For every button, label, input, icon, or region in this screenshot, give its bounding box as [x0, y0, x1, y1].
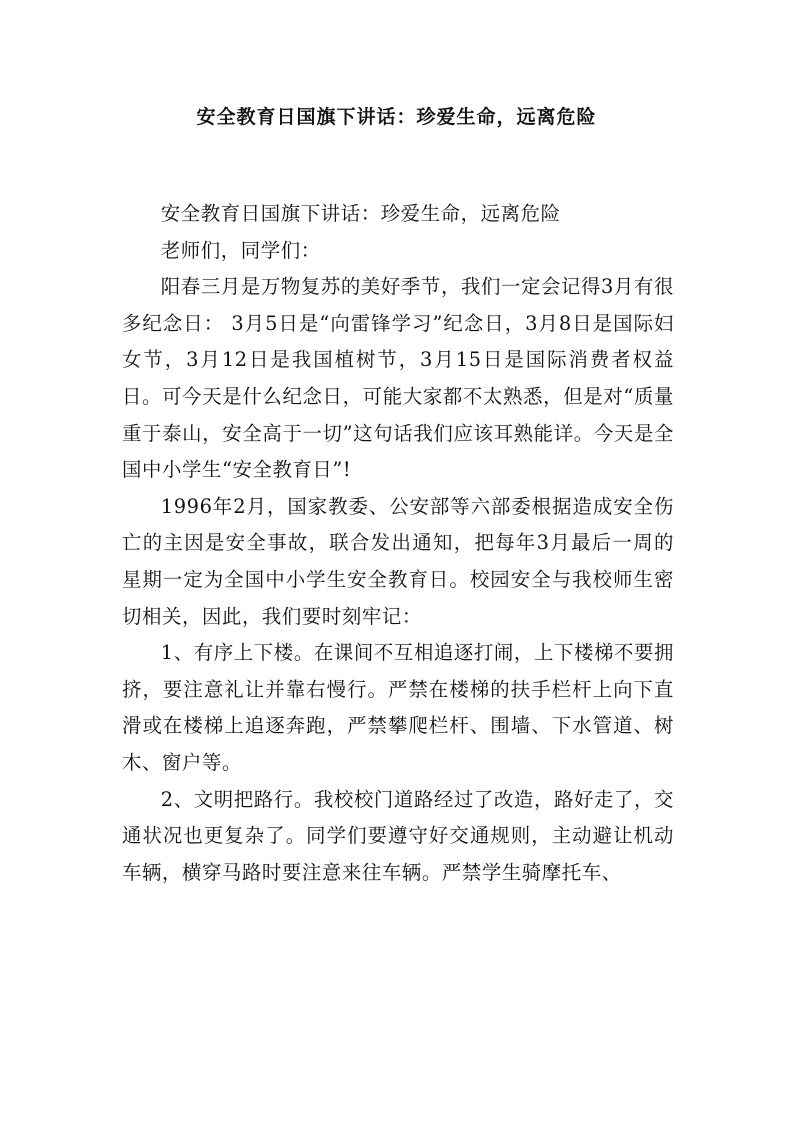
faint-watermark [122, 1003, 362, 1023]
paragraph-intro: 阳春三月是万物复苏的美好季节，我们一定会记得3月有很多纪念日： 3月5日是“向雷锋学习”纪念日，3月8日是国际妇女节，3月12日是我国植树节，3月15日是国际消费者权益日。可今天是什么纪念日，可能大家都不太熟悉，但是对“质量重于泰山，安全高于一切”这句话我们应该耳熟能详。今天是全国中小学生“安全教育日”! [122, 275, 674, 482]
paragraph-history: 1996年2月，国家教委、公安部等六部委根据造成安全伤亡的主因是安全事故，联合发出通知，把每年3月最后一周的星期一定为全国中小学生安全教育日。校园安全与我校师生密切相关，因此，我们要时刻牢记： [122, 494, 674, 628]
paragraph-rule-2: 2、文明把路行。我校校门道路经过了改造，路好走了，交通状况也更复杂了。同学们要遵守好交通规则，主动避让机动车辆，横穿马路时要注意来往车辆。严禁学生骑摩托车、 [122, 787, 674, 884]
paragraph-rule-1: 1、有序上下楼。在课间不互相追逐打闹，上下楼梯不要拥挤，要注意礼让并靠右慢行。严禁在楼梯的扶手栏杆上向下直滑或在楼梯上追逐奔跑，严禁攀爬栏杆、围墙、下水管道、树木、窗户等。 [122, 641, 674, 774]
paragraph-greeting: 老师们，同学们： [160, 238, 321, 262]
document-body [122, 196, 674, 891]
paragraph-subtitle: 安全教育日国旗下讲话：珍爱生命，远离危险 [160, 202, 561, 225]
document-title: 安全教育日国旗下讲话：珍爱生命，远离危险 [196, 106, 597, 128]
